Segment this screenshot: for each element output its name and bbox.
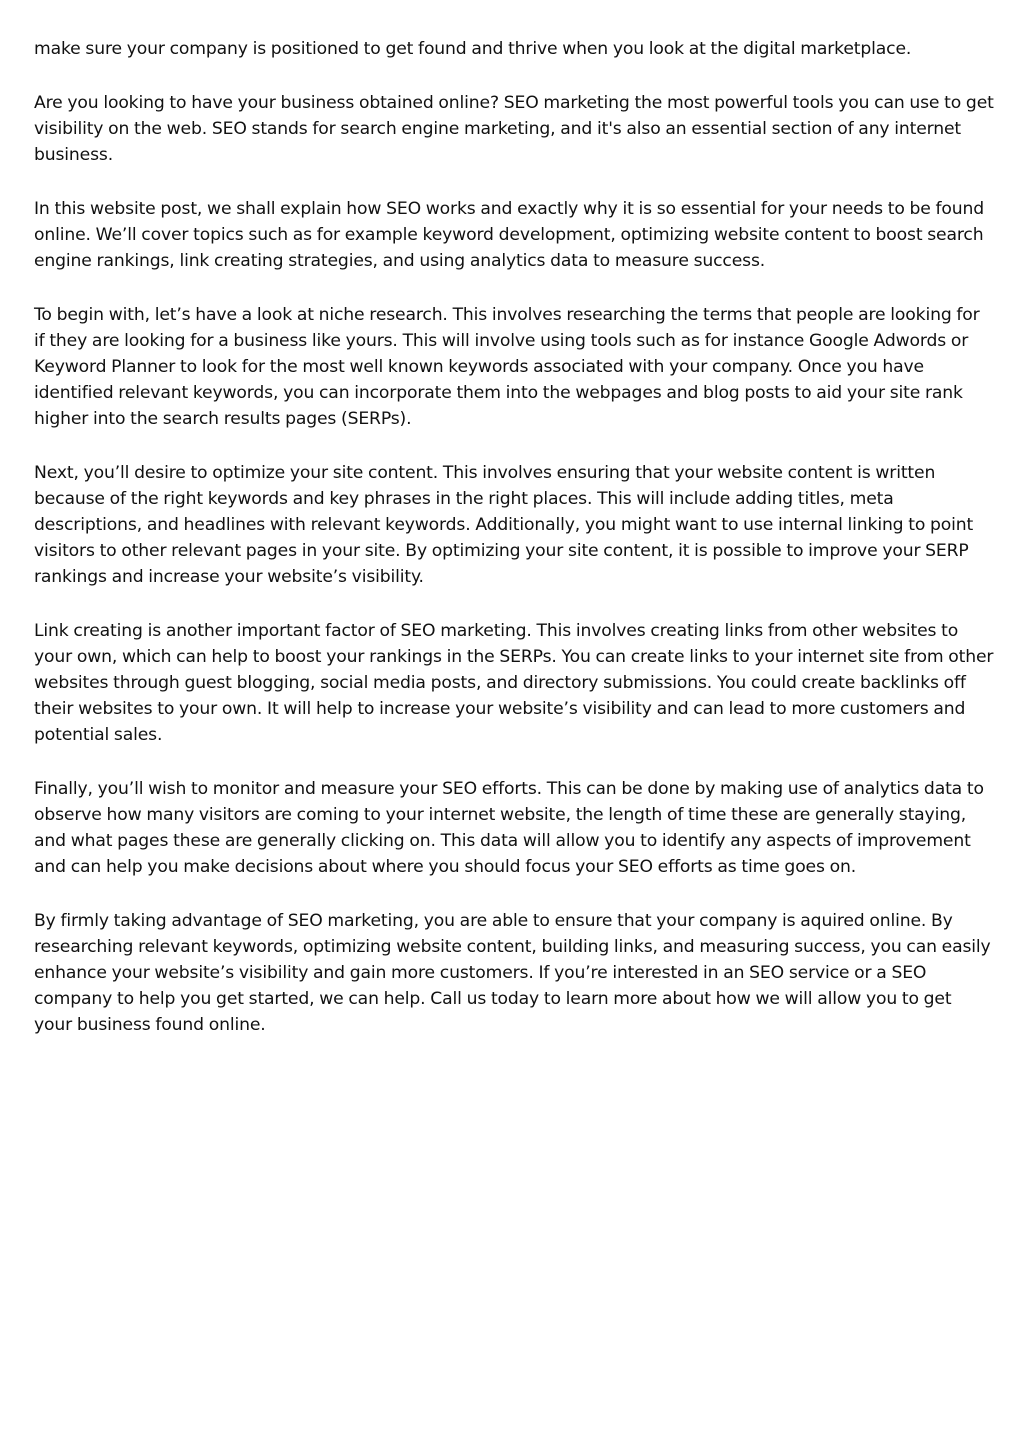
paragraph-optimize-content: Next, you’ll desire to optimize your site content. This involves ensuring that your website content is written because of the right keywords and key phrases in the right places. This will include adding titles, meta descriptions, and headlines with relevant keywords. Additionally, you might want to use internal linking to point visitors to other relevant pages in your site. By optimizing your site content, it is possible to improve your SERP rankings and increase your website’s visibility. xyxy=(34,463,974,587)
paragraph-post-topics: In this website post, we shall explain how SEO works and exactly why it is so essential for your needs to be found online. We’ll cover topics such as for example keyword development, optimizing website content to boost search engine rankings, link creating strategies, and using analytics data to measure success. xyxy=(34,199,985,271)
paragraph-measure-efforts: Finally, you’ll wish to monitor and measure your SEO efforts. This can be done by making use of analytics data to observe how many visitors are coming to your internet website, the length of time these are generally staying, and what pages these are generally clicking on. This data will allow you to identify any aspects of improvement and can help you make decisions about where you should focus your SEO efforts as time goes on. xyxy=(34,779,984,877)
paragraph-conclusion: By firmly taking advantage of SEO marketing, you are able to ensure that your company is aquired online. By researching relevant keywords, optimizing website content, building links, and measuring success, you can easily enhance your website’s visibility and gain more customers. If you’re interested in an SEO service or a SEO company to help you get started, we can help. Call us today to learn more about how we will allow you to get your business found online. xyxy=(34,911,991,1035)
document-page xyxy=(34,36,994,1066)
paragraph-intro-continuation: make sure your company is positioned to get found and thrive when you look at the digital marketplace. xyxy=(34,39,912,59)
paragraph-link-creating: Link creating is another important factor of SEO marketing. This involves creating links from other websites to your own, which can help to boost your rankings in the SERPs. You can create links to your internet site from other websites through guest blogging, social media posts, and directory submissions. You could create backlinks off their websites to your own. It will help to increase your website’s visibility and can lead to more customers and potential sales. xyxy=(34,621,994,745)
paragraph-seo-overview: Are you looking to have your business obtained online? SEO marketing the most powerful tools you can use to get visibility on the web. SEO stands for search engine marketing, and it's also an essential section of any internet business. xyxy=(34,93,994,165)
paragraph-niche-research: To begin with, let’s have a look at niche research. This involves researching the terms that people are looking for if they are looking for a business like yours. This will involve using tools such as for instance Google Adwords or Keyword Planner to look for the most well known keywords associated with your company. Once you have identified relevant keywords, you can incorporate them into the webpages and blog posts to aid your site rank higher into the search results pages (SERPs). xyxy=(34,305,980,429)
